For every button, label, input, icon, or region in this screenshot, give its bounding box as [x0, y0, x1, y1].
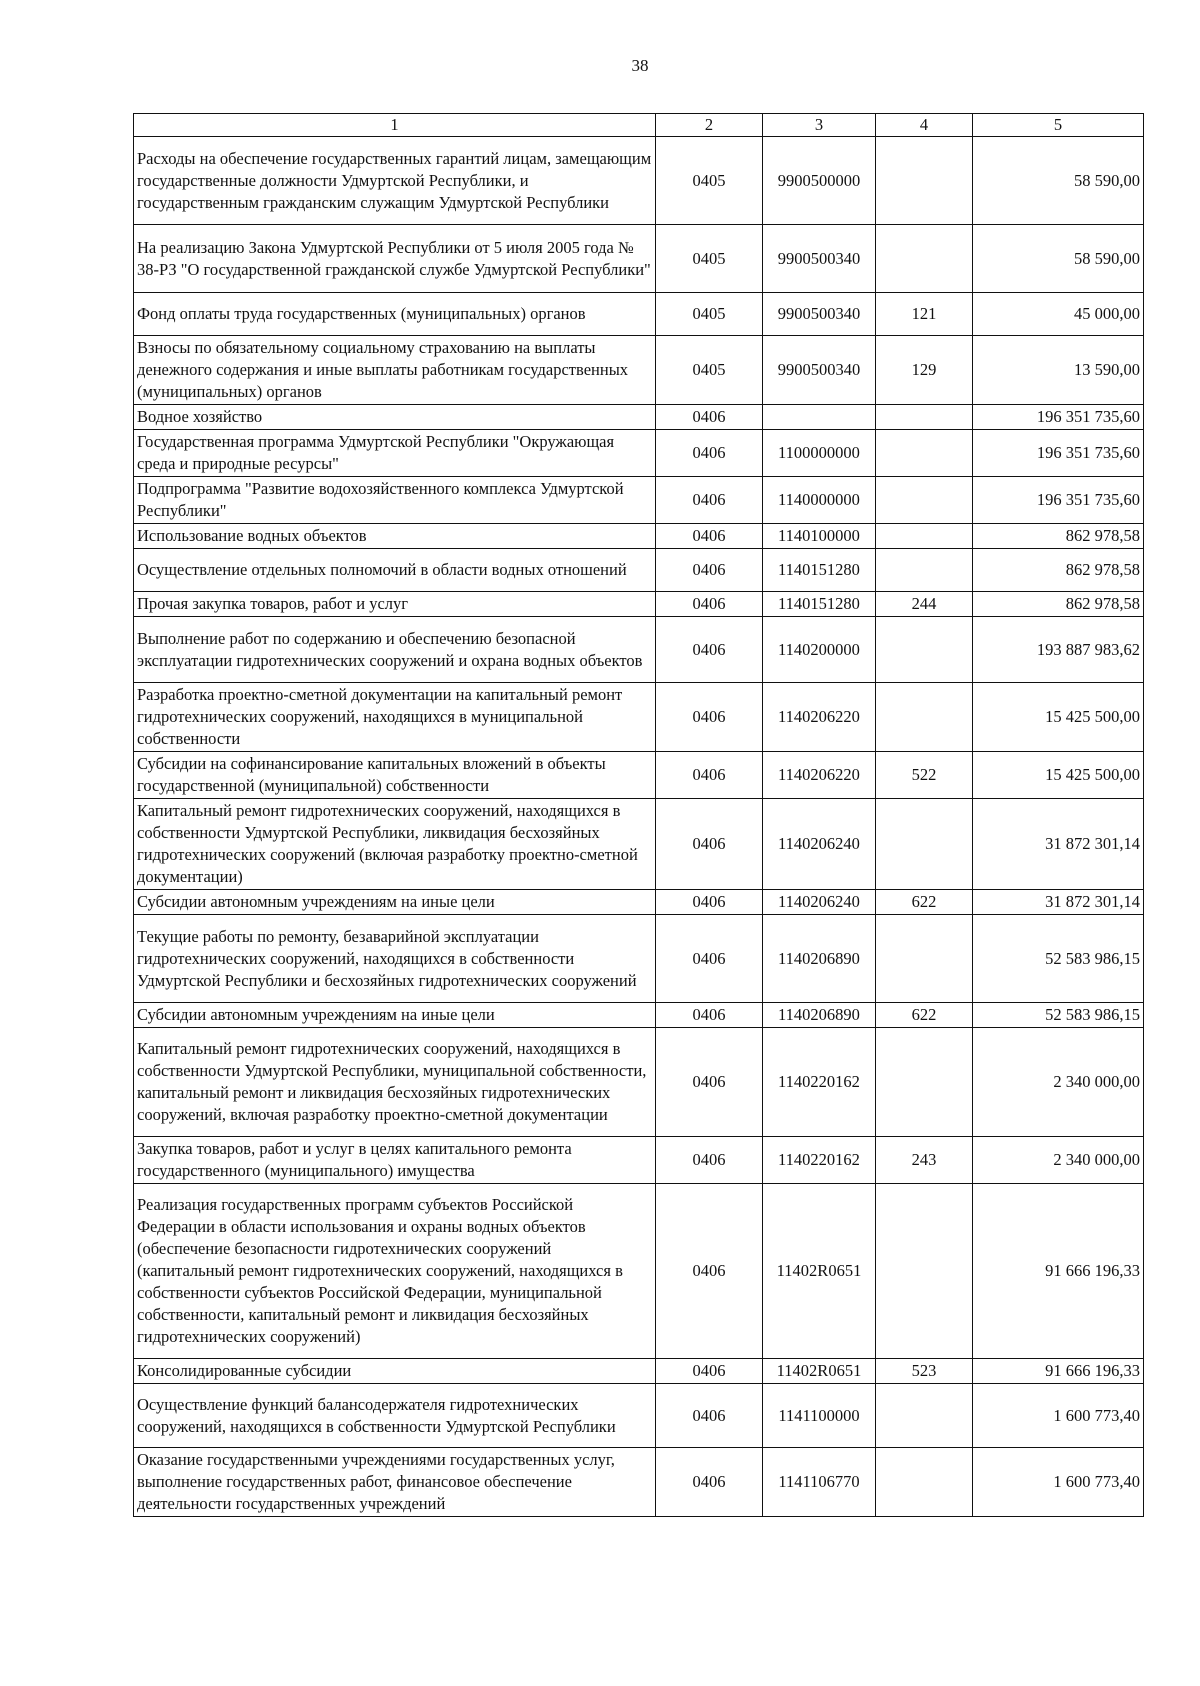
row-name-cell: Подпрограмма "Развитие водохозяйственного комплекса Удмуртской Республики" — [134, 477, 656, 524]
row-name-cell: Капитальный ремонт гидротехнических сооружений, находящихся в собственности Удмуртской Республики, муниципальной собственности, капитальный ремонт и ликвидация бесхозяйных гидротехнических сооружений, включая разработку проектно-сметной документации — [134, 1028, 656, 1137]
table-row — [134, 890, 1144, 915]
table-row — [134, 592, 1144, 617]
expense-type-cell: 622 — [876, 890, 973, 915]
column-header-3: 3 — [763, 114, 876, 137]
table-row — [134, 1384, 1144, 1448]
expense-type-cell: 121 — [876, 293, 973, 336]
row-name-cell: Использование водных объектов — [134, 524, 656, 549]
expense-type-cell — [876, 524, 973, 549]
amount-cell: 196 351 735,60 — [973, 405, 1144, 430]
row-name-cell: Оказание государственными учреждениями государственных услуг, выполнение государственных работ, финансовое обеспечение деятельности государственных учреждений — [134, 1448, 656, 1517]
row-name-cell: Консолидированные субсидии — [134, 1359, 656, 1384]
table-row — [134, 405, 1144, 430]
target-article-cell: 1140220162 — [763, 1028, 876, 1137]
row-name-cell: Разработка проектно-сметной документации на капитальный ремонт гидротехнических сооружений, находящихся в муниципальной собственности — [134, 683, 656, 752]
section-code-cell: 0406 — [656, 1137, 763, 1184]
expense-type-cell — [876, 683, 973, 752]
row-name-cell: Осуществление отдельных полномочий в области водных отношений — [134, 549, 656, 592]
section-code-cell: 0406 — [656, 592, 763, 617]
amount-cell: 862 978,58 — [973, 549, 1144, 592]
row-name-cell: Выполнение работ по содержанию и обеспечению безопасной эксплуатации гидротехнических сооружений и охрана водных объектов — [134, 617, 656, 683]
row-name-cell: Субсидии автономным учреждениям на иные цели — [134, 1003, 656, 1028]
table-row — [134, 137, 1144, 225]
target-article-cell: 1140151280 — [763, 549, 876, 592]
table-row — [134, 799, 1144, 890]
section-code-cell: 0405 — [656, 336, 763, 405]
section-code-cell: 0406 — [656, 799, 763, 890]
amount-cell: 13 590,00 — [973, 336, 1144, 405]
section-code-cell: 0405 — [656, 225, 763, 293]
target-article-cell: 1140000000 — [763, 477, 876, 524]
header-row — [134, 114, 1144, 137]
expense-type-cell — [876, 1028, 973, 1137]
target-article-cell: 9900500340 — [763, 293, 876, 336]
row-name-cell: Взносы по обязательному социальному страхованию на выплаты денежного содержания и иные выплаты работникам государственных (муниципальных) органов — [134, 336, 656, 405]
section-code-cell: 0406 — [656, 524, 763, 549]
target-article-cell — [763, 405, 876, 430]
table-row — [134, 524, 1144, 549]
amount-cell: 862 978,58 — [973, 524, 1144, 549]
target-article-cell: 1140220162 — [763, 1137, 876, 1184]
row-name-cell: Субсидии автономным учреждениям на иные цели — [134, 890, 656, 915]
amount-cell: 1 600 773,40 — [973, 1448, 1144, 1517]
amount-cell: 58 590,00 — [973, 225, 1144, 293]
target-article-cell: 11402R0651 — [763, 1359, 876, 1384]
expense-type-cell: 523 — [876, 1359, 973, 1384]
expense-type-cell: 244 — [876, 592, 973, 617]
expense-type-cell — [876, 549, 973, 592]
amount-cell: 52 583 986,15 — [973, 915, 1144, 1003]
row-name-cell: На реализацию Закона Удмуртской Республики от 5 июля 2005 года № 38-РЗ "О государственной гражданской службе Удмуртской Республики" — [134, 225, 656, 293]
target-article-cell: 1100000000 — [763, 430, 876, 477]
section-code-cell: 0406 — [656, 405, 763, 430]
table-row — [134, 752, 1144, 799]
table-row — [134, 1028, 1144, 1137]
amount-cell: 52 583 986,15 — [973, 1003, 1144, 1028]
column-header-5: 5 — [973, 114, 1144, 137]
row-name-cell: Закупка товаров, работ и услуг в целях капитального ремонта государственного (муниципального) имущества — [134, 1137, 656, 1184]
section-code-cell: 0406 — [656, 477, 763, 524]
table-row — [134, 225, 1144, 293]
expense-type-cell — [876, 137, 973, 225]
expense-type-cell — [876, 225, 973, 293]
target-article-cell: 1141106770 — [763, 1448, 876, 1517]
expense-type-cell: 622 — [876, 1003, 973, 1028]
amount-cell: 31 872 301,14 — [973, 890, 1144, 915]
amount-cell: 2 340 000,00 — [973, 1028, 1144, 1137]
expense-type-cell — [876, 617, 973, 683]
table-row — [134, 477, 1144, 524]
target-article-cell: 1140206240 — [763, 799, 876, 890]
expense-type-cell — [876, 1384, 973, 1448]
table-row — [134, 683, 1144, 752]
expense-type-cell — [876, 477, 973, 524]
amount-cell: 2 340 000,00 — [973, 1137, 1144, 1184]
row-name-cell: Капитальный ремонт гидротехнических сооружений, находящихся в собственности Удмуртской Республики, ликвидация бесхозяйных гидротехнических сооружений (включая разработку проектно-сметной документации) — [134, 799, 656, 890]
expense-type-cell: 129 — [876, 336, 973, 405]
table-row — [134, 293, 1144, 336]
expense-type-cell: 522 — [876, 752, 973, 799]
section-code-cell: 0406 — [656, 915, 763, 1003]
table-body — [134, 137, 1144, 1517]
table-row — [134, 617, 1144, 683]
column-header-1: 1 — [134, 114, 656, 137]
expense-type-cell — [876, 1184, 973, 1359]
table-row — [134, 1359, 1144, 1384]
target-article-cell: 9900500340 — [763, 336, 876, 405]
row-name-cell: Расходы на обеспечение государственных гарантий лицам, замещающим государственные должности Удмуртской Республики, и государственным гражданским служащим Удмуртской Республики — [134, 137, 656, 225]
table-row — [134, 915, 1144, 1003]
section-code-cell: 0405 — [656, 293, 763, 336]
row-name-cell: Реализация государственных программ субъектов Российской Федерации в области использования и охраны водных объектов (обеспечение безопасности гидротехнических сооружений (капитальный ремонт гидротехнических сооружений, находящихся в собственности субъектов Российской Федерации, муниципальной собственности, капитальный ремонт и ликвидация бесхозяйных гидротехнических сооружений) — [134, 1184, 656, 1359]
section-code-cell: 0406 — [656, 617, 763, 683]
row-name-cell: Фонд оплаты труда государственных (муниципальных) органов — [134, 293, 656, 336]
target-article-cell: 9900500340 — [763, 225, 876, 293]
expense-type-cell — [876, 915, 973, 1003]
table-row — [134, 1137, 1144, 1184]
expense-type-cell — [876, 405, 973, 430]
target-article-cell: 9900500000 — [763, 137, 876, 225]
table-row — [134, 1448, 1144, 1517]
amount-cell: 196 351 735,60 — [973, 477, 1144, 524]
amount-cell: 31 872 301,14 — [973, 799, 1144, 890]
amount-cell: 45 000,00 — [973, 293, 1144, 336]
section-code-cell: 0406 — [656, 549, 763, 592]
section-code-cell: 0406 — [656, 1384, 763, 1448]
target-article-cell: 11402R0651 — [763, 1184, 876, 1359]
section-code-cell: 0406 — [656, 1359, 763, 1384]
table-row — [134, 1184, 1144, 1359]
amount-cell: 15 425 500,00 — [973, 752, 1144, 799]
row-name-cell: Осуществление функций балансодержателя гидротехнических сооружений, находящихся в собственности Удмуртской Республики — [134, 1384, 656, 1448]
target-article-cell: 1140151280 — [763, 592, 876, 617]
section-code-cell: 0406 — [656, 890, 763, 915]
expense-type-cell: 243 — [876, 1137, 973, 1184]
target-article-cell: 1141100000 — [763, 1384, 876, 1448]
section-code-cell: 0406 — [656, 1028, 763, 1137]
section-code-cell: 0406 — [656, 683, 763, 752]
amount-cell: 1 600 773,40 — [973, 1384, 1144, 1448]
column-header-4: 4 — [876, 114, 973, 137]
amount-cell: 193 887 983,62 — [973, 617, 1144, 683]
row-name-cell: Государственная программа Удмуртской Республики "Окружающая среда и природные ресурсы" — [134, 430, 656, 477]
target-article-cell: 1140206240 — [763, 890, 876, 915]
amount-cell: 15 425 500,00 — [973, 683, 1144, 752]
row-name-cell: Текущие работы по ремонту, безаварийной эксплуатации гидротехнических сооружений, находящихся в собственности Удмуртской Республики и бесхозяйных гидротехнических сооружений — [134, 915, 656, 1003]
target-article-cell: 1140100000 — [763, 524, 876, 549]
table-row — [134, 430, 1144, 477]
amount-cell: 58 590,00 — [973, 137, 1144, 225]
target-article-cell: 1140206890 — [763, 1003, 876, 1028]
row-name-cell: Водное хозяйство — [134, 405, 656, 430]
budget-table — [133, 113, 1144, 1517]
table-row — [134, 336, 1144, 405]
table-row — [134, 549, 1144, 592]
row-name-cell: Прочая закупка товаров, работ и услуг — [134, 592, 656, 617]
target-article-cell: 1140206890 — [763, 915, 876, 1003]
target-article-cell: 1140206220 — [763, 683, 876, 752]
expense-type-cell — [876, 799, 973, 890]
amount-cell: 91 666 196,33 — [973, 1359, 1144, 1384]
section-code-cell: 0406 — [656, 1184, 763, 1359]
section-code-cell: 0406 — [656, 1448, 763, 1517]
target-article-cell: 1140200000 — [763, 617, 876, 683]
amount-cell: 91 666 196,33 — [973, 1184, 1144, 1359]
row-name-cell: Субсидии на софинансирование капитальных вложений в объекты государственной (муниципальной) собственности — [134, 752, 656, 799]
page-number: 38 — [631, 56, 649, 75]
section-code-cell: 0406 — [656, 752, 763, 799]
section-code-cell: 0406 — [656, 1003, 763, 1028]
expense-type-cell — [876, 1448, 973, 1517]
expense-type-cell — [876, 430, 973, 477]
table-row — [134, 1003, 1144, 1028]
column-header-2: 2 — [656, 114, 763, 137]
amount-cell: 196 351 735,60 — [973, 430, 1144, 477]
amount-cell: 862 978,58 — [973, 592, 1144, 617]
target-article-cell: 1140206220 — [763, 752, 876, 799]
section-code-cell: 0405 — [656, 137, 763, 225]
section-code-cell: 0406 — [656, 430, 763, 477]
